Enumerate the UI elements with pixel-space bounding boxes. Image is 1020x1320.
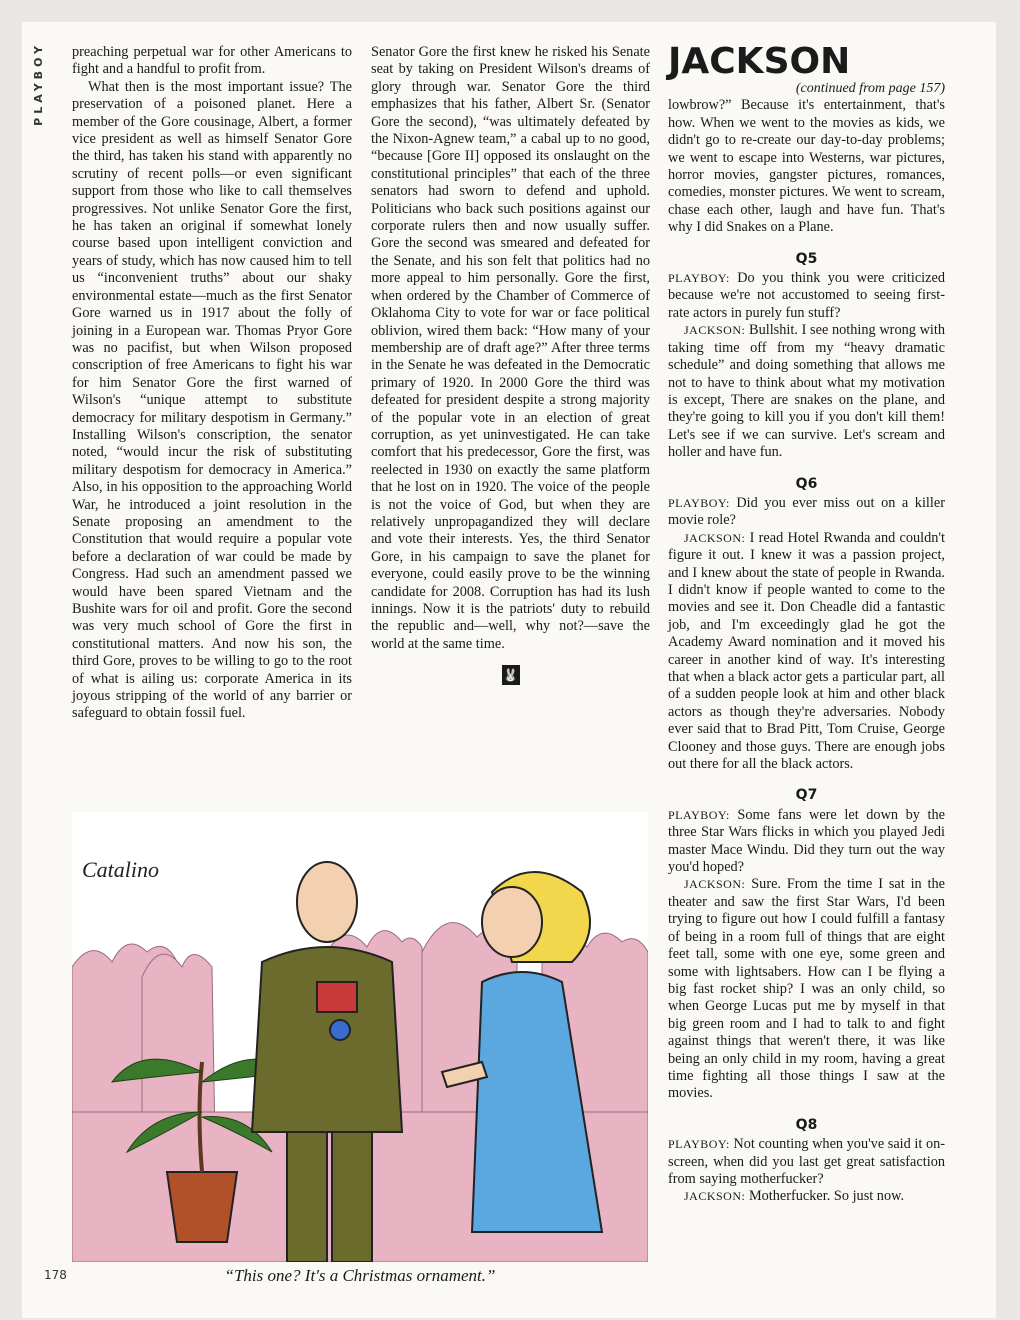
answer-text [668,1188,945,1205]
question-text [668,807,945,877]
paragraph: Senator Gore the first knew he risked his Senate seat by taking on President Wilson's dreams of glory through war. Senator Gore the third emphasizes that his father, Albert Sr. (Senator Gore the second), “was ultimately defeated by the Nixon-Agnew team,” a cabal up to no good, “because [Gore II] opposed its onslaught on the constitutional principles” that each of the three senators had sworn to defend and uphold. Politicians who back such positions against our corporate rulers then and now usually suffer. Gore the second was smeared and defeated for the Senate, and his son felt that politics had no more appeal to him personally. Gore the first, when ordered by the Chamber of Commerce of Oklahoma City to vote for war or face political oblivion, wired them back: “How many of your membership are of draft age?” After three terms in the Senate he was defeated in the Democratic primary of 1920. In 2000 Gore the third was defeated for president despite a strong majority of the popular vote in an election of great corruption, as yet uninvestigated. He can take comfort that his predecessor, Gore the first, was reelected in 1930 on exactly the same platform that he lost on in 1920. The voice of the people is not the voice of God, but when they are relatively unpropagandized they will declare and vote their interests. Yes, the third Senator Gore, in his campaign to save the planet for everyone, could easily prove to be the winning candidate for 2008. Corruption has had its lush innings. Now it is the patriots' duty to rebuild the republic and—well, why not?—save the world at the same time. [371,44,650,652]
answer-text [668,322,945,461]
question-heading: Q5 [795,250,818,267]
question-block-q6 [668,476,945,774]
interview-column [668,42,945,1206]
answer-body: Motherfucker. So just now. [748,1188,905,1205]
answer-body: Sure. From the time I sat in the theater and saw the first Star Wars, I'd been trying to figure out how I could fulfill a fantasy of being in a room full of things that are eight feet tall, some with one eye, some green and some with lightsabers. How can I be flying a big fast rocket ship? I was an only child, so when George Lucas put me by myself in that big green room and I had to talk to and fight against things that weren't there, it was like being an only child in my room, having a great time fighting all those things I saw at the movies. [668,876,946,1102]
magazine-page [22,22,996,1318]
question-heading: Q6 [795,475,818,492]
question-body: Not counting when you've said it on-screen, when did you last get great satisfaction from saying motherfucker? [668,1136,946,1187]
end-mark-icon: 🐰 [502,665,520,685]
paragraph: What then is the most important issue? The preservation of a poisoned planet. Here a member of the Gore cousinage, Albert, a former vice president as well as himself Senator Gore the third, has taken his stand with apparently no scrutiny of recent polls—or even significant support from those who like to call themselves progressives. Not unlike Senator Gore the first, he has taken an original if somewhat lonely course based upon intelligent conviction and years of study, which has now caused him to tell us “inconvenient truths” about our shaky environmental estate—much as the first Senator Gore warned us in 1917 about the folly of joining in a European war. Thomas Pryor Gore was no pacifist, but when Wilson proposed conscription of free Americans to fight his war for him Senator Gore the first warned of Wilson's “unique attempt to substitute democracy for military despotism in Germany.” Installing Wilson's conscription, the senator noted, “would incur the risk of substituting military despotism for democracy in America.” Also, in his opposition to the approaching World War, he introduced a joint resolution in the Senate proposing an amendment to the Constitution that would require a popular vote before a declaration of war could be made by Congress. Had such an amendment passed we would have been spared Vietnam and the Bushite wars for oil and profit. Gore the second was very much school of Gore the first in constitutional matters. And now his son, the third Gore, proves to be willing to go to the root of what is ailing us: corporate America in its joyous stripping of the world of any barrier or safeguard to obtain fossil fuel. [72,78,352,722]
speaker-label: JACKSON: [684,530,746,545]
answer-text [668,876,945,1102]
page-number: 178 [44,1268,67,1282]
speaker-label: JACKSON: [684,323,746,338]
answer-text [668,530,945,774]
interview-intro: lowbrow?” Because it's entertainment, that's how. When we went to the movies as kids, we didn't go to re-create our day-to-day problems; we went to escape into Westerns, war pictures, horror movies, gangster pictures, romances, comedies, monster pictures. We went to scream, chase each other, laugh and have fun. That's why I did Snakes on a Plane. [668,97,945,236]
paragraph: preaching perpetual war for other Americans to fight and a handful to profit from. [72,44,352,78]
question-text [668,495,945,530]
answer-body: Bullshit. I see nothing wrong with taking time off from my “heavy dramatic schedule” and doing something that allows me not to have to think about what my motivation is except, There are snakes on the plane, and they're going to kill you if you don't kill them! Let's see if we can survive. Let's scream and holler and have fun. [668,322,945,461]
question-block-q7 [668,787,945,1102]
interview-title: JACKSON [668,41,851,82]
cartoon-illustration [72,812,648,1262]
answer-body: I read Hotel Rwanda and couldn't figure it out. I knew it was a passion project, and I knew about the state of people in Rwanda. I didn't know if people wanted to come to the movies and see it. Don Cheadle did a fantastic job, and I'm exceedingly glad he got the Academy Award nomination and it moved his career in another kind of way. It's interesting that when a black actor gets a particular part, all of a sudden people look at him and other black actors as though they're adversaries. Nobody ever said that to Brad Pitt, Tom Cruise, George Clooney and those guys. There are enough jobs out there for all the black actors. [668,529,945,773]
question-block-q5 [668,251,945,462]
speaker-label: PLAYBOY: [668,1137,730,1152]
article-column-1 [72,44,352,723]
speaker-label: PLAYBOY: [668,271,730,286]
speaker-label: PLAYBOY: [668,495,730,510]
cartoon-caption: “This one? It's a Christmas ornament.” [224,1266,496,1285]
question-body: Do you think you were criticized because we're not accustomed to seeing first-rate actors in purely fun stuff? [668,270,945,321]
question-heading: Q7 [795,787,818,804]
question-block-q8 [668,1117,945,1206]
question-text [668,270,945,322]
speaker-label: JACKSON: [684,1189,746,1204]
continued-note: (continued from page 157) [795,81,945,96]
speaker-label: PLAYBOY: [668,807,730,822]
speaker-label: JACKSON: [684,877,746,892]
question-body: Some fans were let down by the three Star Wars flicks in which you played Jedi master Mace Windu. Did they turn out the way you'd hoped? [668,806,945,876]
question-heading: Q8 [795,1116,818,1133]
question-text [668,1136,945,1188]
cartoonist-signature: Catalino [82,857,160,882]
article-column-2 [371,44,650,685]
masthead: PLAYBOY [32,42,45,126]
question-body: Did you ever miss out on a killer movie role? [668,494,945,529]
